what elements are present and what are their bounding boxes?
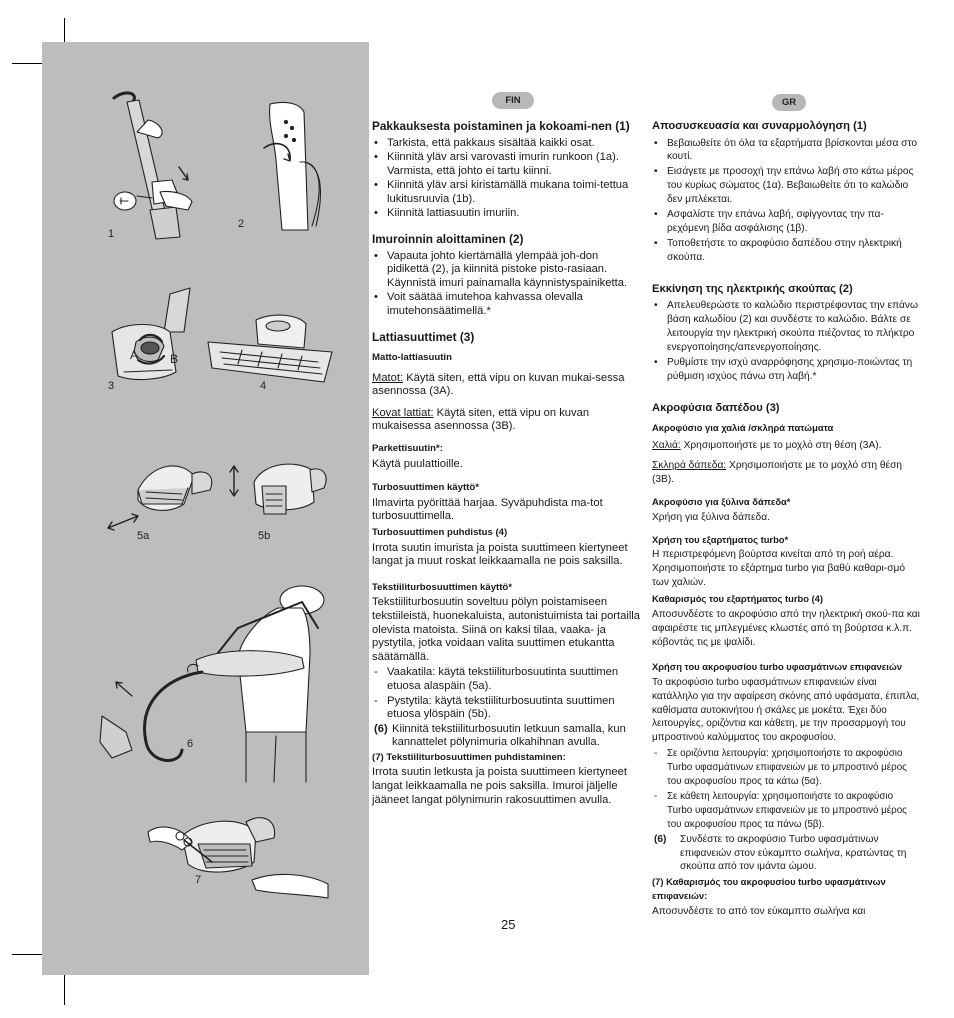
figure-1-drawing (114, 93, 192, 239)
list-item: • Απελευθερώστε το καλώδιο περιστρέφοντας την επάνω βάση καλωδίου (2) και συνδέστε το καλώδιο. Βάλτε σε λειτουργία την ηλεκτρική σκούπα πιέζοντας το πλήκτρο ενεργοποίησης/απενεργοποίησης. (652, 299, 920, 355)
subheading: (7) Καθαρισμός του ακροφυσίου turbo υφασμάτινων επιφανειών: (652, 876, 886, 902)
section-title: Imuroinnin aloittaminen (2) (372, 232, 524, 247)
subheading: Matto-lattiasuutin (372, 352, 452, 364)
item-text: Συνδέστε το ακροφύσιο Turbo υφασμάτινων επιφανειών στον εύκαμπτο σωλήνα, κρατώντας τη σκούπα από τον ιμάντα ώμου. (680, 833, 907, 873)
subheading: Χρήση του ακροφυσίου turbo υφασμάτινων επιφανειών (652, 660, 902, 672)
paragraph: Käytä puulattioille. (372, 457, 463, 470)
list-item: - Σε κάθετη λειτουργία: χρησιμοποιήστε το ακροφύσιο Turbo υφασμάτινων επιφανειών με το μπροστινό μέρος του ακροφυσίου προς τα πάνω (5β). (652, 790, 920, 832)
term-text: Χρησιμοποιήστε με το μοχλό στη θέση (3A). (680, 440, 882, 451)
paragraph: Irrota suutin letkusta ja poista suuttimeen kiertyneet langat leikkaamalla ne pois saksilla. Imuroi jäljelle jääneet langat pölynimurin rakosuuttimen avulla. (372, 766, 627, 806)
term-text: Käytä siten, että vipu on kuvan mukaisessa asennossa (3B). (372, 406, 590, 433)
figure-3-drawing (112, 288, 190, 379)
figure-5b-drawing (230, 464, 326, 514)
paragraph: Αποσυνδέστε το ακροφύσιο από την ηλεκτρική σκού-πα και αφαιρέστε τις μπλεγμένες κλωστές από τη βούρτσα κ.λ.π. κόβοντάς τις με ψαλίδι. (652, 609, 920, 648)
language-badge-gr: GR (772, 94, 806, 111)
list-item (372, 723, 642, 750)
paragraph (652, 459, 920, 487)
figure-label: 6 (187, 738, 194, 750)
list-item: • Voit säätää imutehoa kahvassa olevalla imutehonsäätimellä.* (372, 291, 642, 318)
list-item: • Vapauta johto kiertämällä ylempää joh-don pidikettä (2), ja kiinnitä pistoke pisto-rasiaan. Käynnistä imuri painamalla käynnistyspainiketta. (372, 250, 642, 291)
list-item (652, 833, 920, 875)
figure-label: 3 (108, 380, 115, 392)
paragraph: Αποσυνδέστε το από τον εύκαμπτο σωλήνα και (652, 906, 866, 918)
paragraph: Tekstiiliturbosuutin soveltuu pölyn poistamiseen tekstiileistä, huonekaluista, autonistuimista tai portailla olevista matoista. Siinä on kaksi tilaa, vaaka- ja pystytila, jotka voidaan valita suuttimen etukantta säätämällä. (372, 596, 641, 663)
section-title: Lattiasuuttimet (3) (372, 329, 475, 344)
page-number: 25 (501, 917, 516, 932)
section-title: Ακροφύσια δαπέδου (3) (652, 401, 780, 414)
list-item: - Vaakatila: käytä tekstiiliturbosuutinta suuttimen etuosa alaspäin (5a). (372, 666, 642, 693)
figure-7-drawing (148, 818, 328, 898)
illustration-panel (42, 42, 369, 975)
paragraph: Ilmavirta pyörittää harjaa. Syväpuhdista ma-tot turbosuuttimella. (372, 496, 603, 523)
paragraph: Η περιστρεφόμενη βούρτσα κινείται από τη ροή αέρα. Χρησιμοποιήστε το εξάρτημα turbo για βαθύ καθαρι-σμό των χαλιών. (652, 549, 906, 589)
paragraph (372, 407, 642, 434)
bullet-list (652, 299, 920, 383)
section-title: Pakkauksesta poistaminen ja kokoami-nen (1) (372, 119, 630, 133)
paragraph (372, 372, 642, 399)
figure-2-drawing (264, 102, 320, 230)
subheading: Ακροφύσιο για ξύλινα δάπεδα* (652, 495, 791, 507)
term: Kovat lattiat: (372, 406, 434, 419)
term: Χαλιά: (652, 440, 681, 451)
callout-a: A (130, 348, 139, 362)
figure-label: 1 (108, 228, 115, 240)
numbered-list (372, 723, 642, 750)
paragraph: Irrota suutin imurista ja poista suuttimeen kiertyneet langat ja muut roskat leikkaamalla ne pois saksilla. (372, 541, 628, 568)
figure-label: 4 (260, 380, 267, 392)
list-item: - Pystytila: käytä tekstiiliturbosuutinta suuttimen etuosa ylöspäin (5b). (372, 695, 642, 722)
dash-list (652, 747, 920, 831)
figure-label: 2 (238, 218, 245, 230)
subheading: Tekstiiliturbosuuttimen käyttö* (372, 581, 513, 593)
list-item: • Βεβαιωθείτε ότι όλα τα εξαρτήματα βρίσκονται μέσα στο κουτί. (652, 137, 920, 165)
callout-b: B (170, 352, 179, 366)
figure-label: 5a (137, 530, 150, 542)
subheading: Parkettisuutin*: (372, 443, 443, 454)
subheading: Ακροφύσιο για χαλιά /σκληρά πατώματα (652, 422, 834, 434)
bullet-list (372, 137, 642, 222)
paragraph (652, 439, 920, 453)
list-item: • Τοποθετήστε το ακροφύσιο δαπέδου στην ηλεκτρική σκούπα. (652, 237, 920, 265)
subheading: Καθαρισμός του εξαρτήματος turbo (4) (652, 593, 823, 605)
list-item: • Εισάγετε με προσοχή την επάνω λαβή στο κάτω μέρος του κυρίως σώματος (1α). Βεβαιωθείτε ότι το καλώδιο δεν μπλέκεται. (652, 165, 920, 207)
finnish-column (372, 120, 642, 809)
dash-list (372, 666, 642, 721)
item-text: Kiinnitä tekstiiliturbosuutin letkuun samalla, kun kannattelet pölynimuria olkahihnan avulla. (392, 722, 626, 749)
paragraph: Χρήση για ξύλινα δάπεδα. (652, 511, 770, 523)
subheading: Χρήση του εξαρτήματος turbo* (652, 533, 789, 545)
language-badge-fin: FIN (492, 92, 534, 109)
figure-label: 7 (195, 874, 202, 886)
list-item: • Kiinnitä yläv arsi varovasti imurin runkoon (1a). Varmista, että johto ei tartu kiinni. (372, 151, 642, 178)
section-title: Εκκίνηση της ηλεκτρικής σκούπας (2) (652, 282, 853, 295)
list-item: • Ρυθμίστε την ισχύ αναρρόφησης χρησιμο-ποιώντας τη ρύθμιση ισχύος πάνω στη λαβή.* (652, 356, 920, 384)
figure-5a-drawing (108, 466, 212, 530)
list-item: • Ασφαλίστε την επάνω λαβή, σφίγγοντας την πα-ρεχόμενη βίδα ασφάλισης (1β). (652, 208, 920, 236)
subheading: Turbosuuttimen puhdistus (4) (372, 526, 508, 538)
paragraph: Το ακροφύσιο turbo υφασμάτινων επιφανειών είναι κατάλληλο για την αφαίρεση σκόνης από υφάσματα, έπιπλα, καθίσματα αυτοκινήτου ή σκάλες με μοκέτα. Έχει δύο λειτουργίες, οριζόντια και κάθετη, με την προσαρμογή του μπροστινού καλύμματος του ακροφυσίου. (652, 676, 920, 744)
list-item: - Σε οριζόντια λειτουργία: χρησιμοποιήστε το ακροφύσιο Turbo υφασμάτινων επιφανειών με το μπροστινό μέρος του ακροφυσίου προς τα κάτω (5α). (652, 747, 920, 789)
greek-column (652, 120, 920, 921)
section-title: Αποσυσκευασία και συναρμολόγηση (1) (652, 120, 867, 132)
figure-6-drawing (100, 586, 324, 782)
subheading: (7) Tekstiiliturbosuuttimen puhdistaminen: (372, 751, 566, 763)
term-text: Käytä siten, että vipu on kuvan mukai-sessa asennossa (3A). (372, 371, 625, 398)
bullet-list (652, 137, 920, 265)
list-item: • Tarkista, että pakkaus sisältää kaikki osat. (372, 137, 642, 151)
term: Σκληρά δάπεδα: (652, 459, 727, 471)
illustrations (42, 42, 369, 975)
subheading: Turbosuuttimen käyttö* (372, 482, 479, 494)
bullet-list (372, 250, 642, 319)
list-item: • Kiinnitä lattiasuutin imuriin. (372, 207, 642, 221)
crop-mark (64, 970, 65, 1005)
term: Matot: (372, 371, 404, 384)
term-text: Χρησιμοποιήστε με το μοχλό στη θέση (3B). (652, 459, 903, 485)
figure-4-drawing (208, 315, 332, 382)
numbered-list (652, 833, 920, 875)
list-item: • Kiinnitä yläv arsi kiristämällä mukana toimi-tettua lukitusruuvia (1b). (372, 179, 642, 206)
figure-label: 5b (258, 530, 271, 542)
